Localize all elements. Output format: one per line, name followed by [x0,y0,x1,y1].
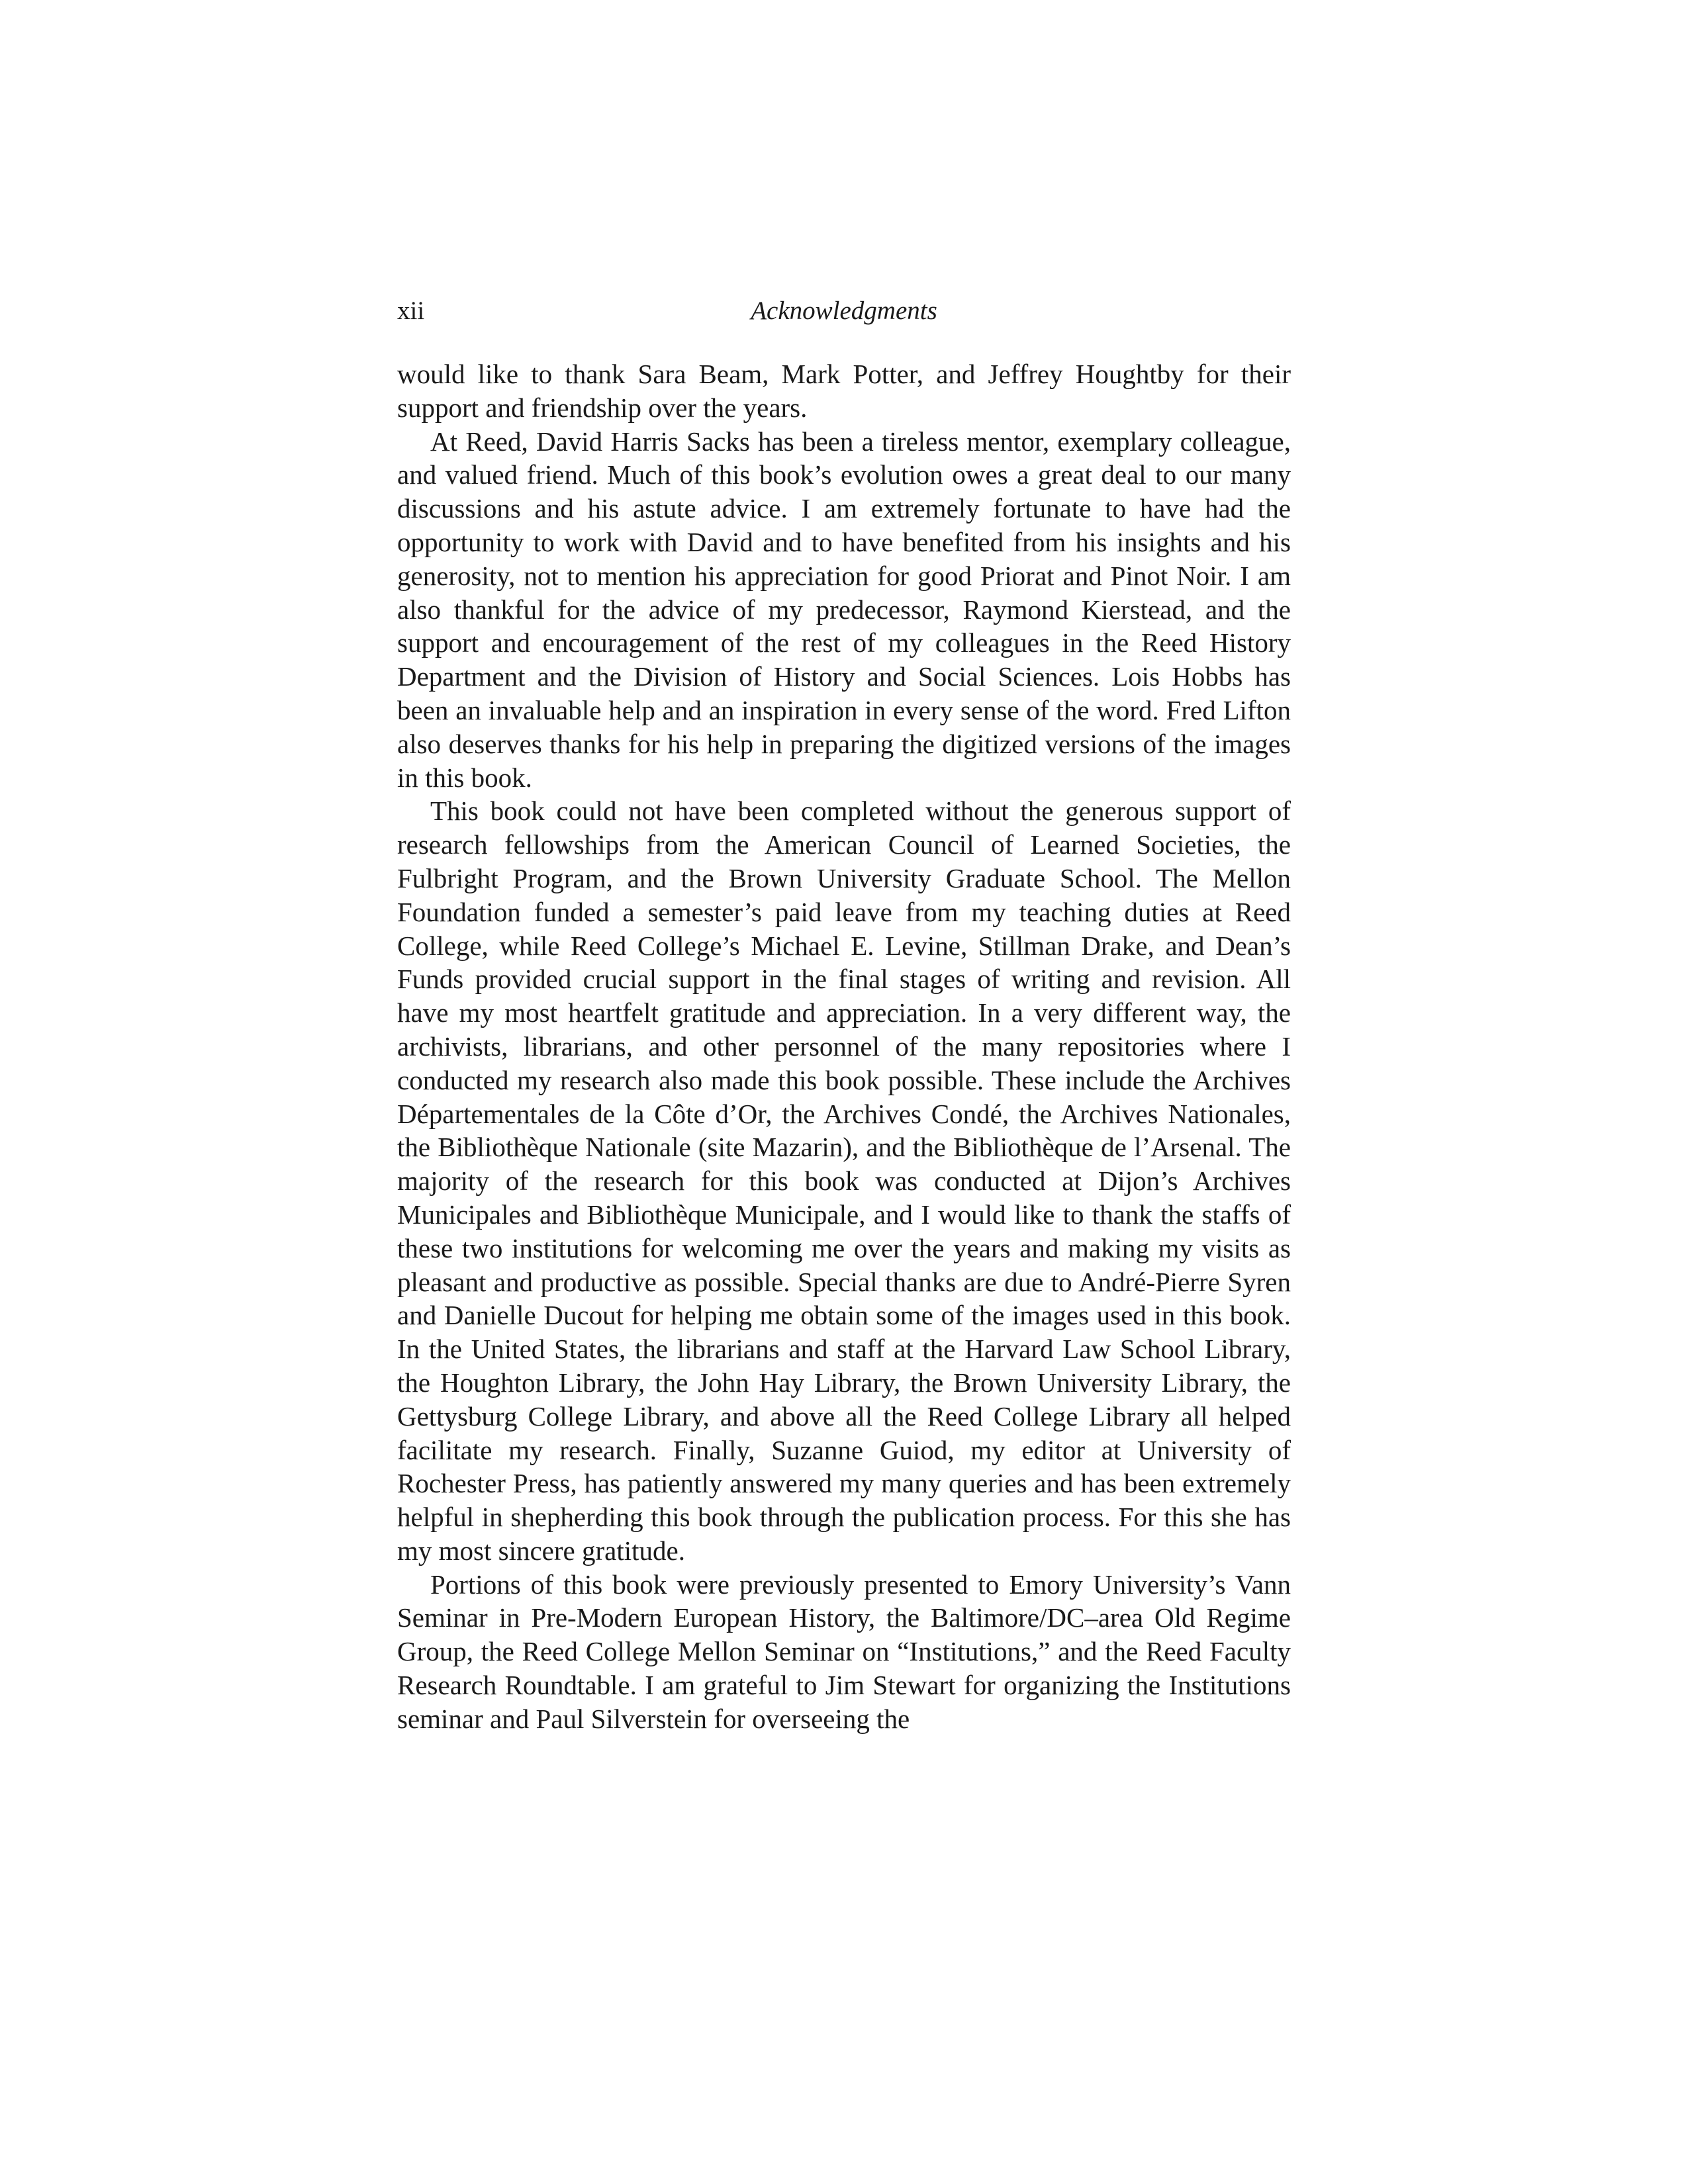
paragraph-seminars: Portions of this book were previously presented to Emory University’s Vann Seminar in Pre-Modern European History, the Baltimore/DC–area Old Regime Group, the Reed College Mellon Seminar on “Institutions,” and the Reed Faculty Research Roundtable. I am grateful to Jim Stewart for organizing the Institutions seminar and Paul Silverstein for overseeing the [397,1569,1291,1734]
book-page [397,291,1291,1736]
body-text [397,357,1291,1736]
paragraph-reed-mentors: At Reed, David Harris Sacks has been a tireless mentor, exemplary colleague, and valued friend. Much of this book’s evolution owes a great deal to our many discussions and his astute advice. I am extremely fortunate to have had the opportunity to work with David and to have benefited from his insights and his generosity, not to mention his appreciation for good Priorat and Pinot Noir. I am also thankful for the advice of my predecessor, Raymond Kierstead, and the support and encouragement of the rest of my colleagues in the Reed History Department and the Division of History and Social Sciences. Lois Hobbs has been an invaluable help and an inspiration in every sense of the word. Fred Lifton also deserves thanks for his help in preparing the digitized versions of the images in this book. [397,426,1291,793]
running-title: Acknowledgments [751,296,937,325]
paragraph-continued: would like to thank Sara Beam, Mark Potter, and Jeffrey Houghtby for their support and friendship over the years. [397,359,1291,423]
running-head [397,291,1291,331]
paragraph-funding-archives: This book could not have been completed without the generous support of research fellowships from the American Council of Learned Societies, the Fulbright Program, and the Brown University Graduate School. The Mellon Foundation funded a semester’s paid leave from my teaching duties at Reed College, while Reed College’s Michael E. Levine, Stillman Drake, and Dean’s Funds provided crucial support in the final stages of writing and revision. All have my most heartfelt gratitude and appreciation. In a very different way, the archivists, librarians, and other personnel of the many repositories where I conducted my research also made this book possible. These include the Archives Départementales de la Côte d’Or, the Archives Condé, the Archives Nationales, the Bibliothèque Nationale (site Mazarin), and the Bibliothèque de l’Arsenal. The majority of the research for this book was conducted at Dijon’s Archives Municipales and Bibliothèque Municipale, and I would like to thank the staffs of these two institutions for welcoming me over the years and making my visits as pleasant and productive as possible. Special thanks are due to André-Pierre Syren and Danielle Ducout for helping me obtain some of the images used in this book. In the United States, the librarians and staff at the Harvard Law School Library, the Houghton Library, the John Hay Library, the Brown University Library, the Gettysburg College Library, and above all the Reed College Library all helped facilitate my research. Finally, Suzanne Guiod, my editor at University of Rochester Press, has patiently answered my many queries and has been extremely helpful in shepherding this book through the publication process. For this she has my most sincere gratitude. [397,796,1291,1566]
page-number: xii [397,296,425,325]
